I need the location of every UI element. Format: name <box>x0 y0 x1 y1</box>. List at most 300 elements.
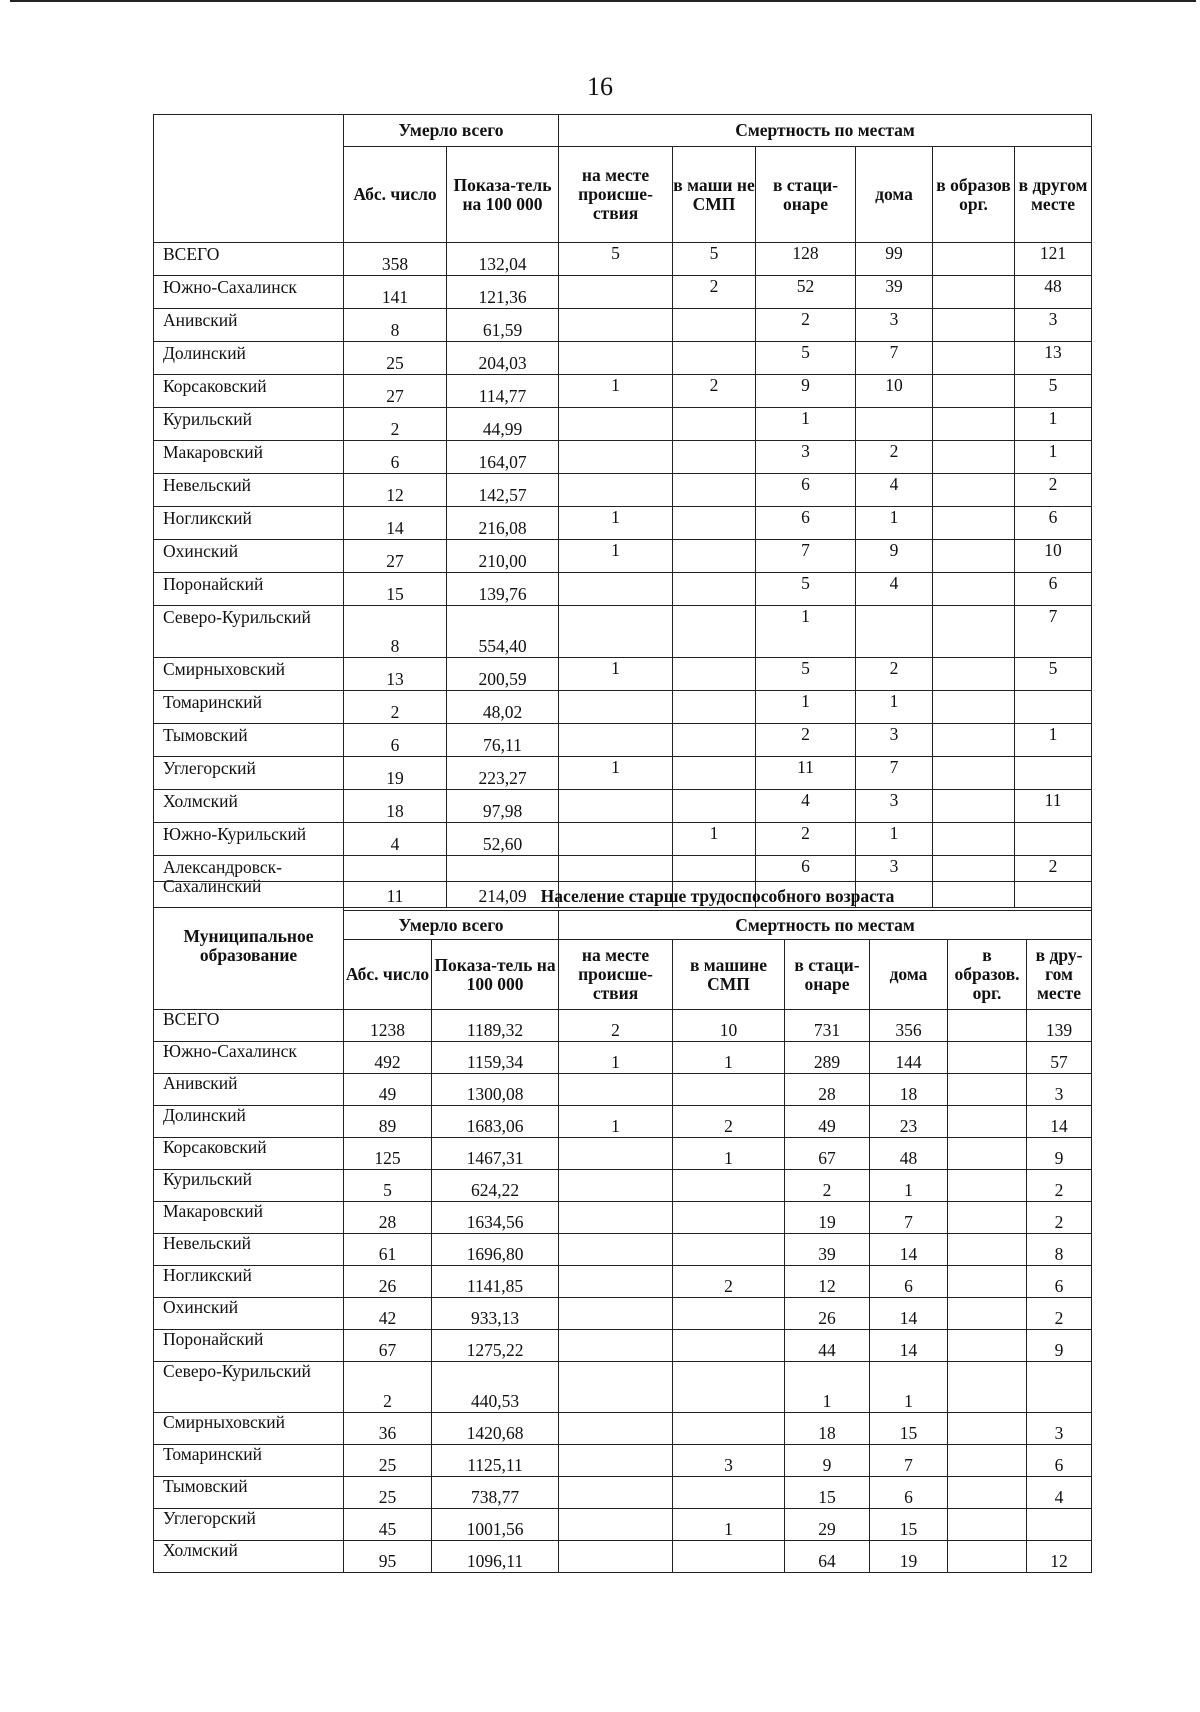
cell-abs-number: 19 <box>344 757 447 790</box>
cell-rate-per-100000: 210,00 <box>447 540 559 573</box>
municipality-name: Курильский <box>154 408 344 441</box>
cell-at-home: 3 <box>856 790 933 823</box>
cell-abs-number: 125 <box>344 1138 432 1170</box>
cell-in-educational-org <box>948 1010 1027 1042</box>
cell-in-educational-org <box>933 691 1015 724</box>
municipality-name: Тымовский <box>154 724 344 757</box>
table-row <box>154 691 1092 724</box>
municipality-name: Корсаковский <box>154 375 344 408</box>
cell-in-educational-org <box>948 1042 1027 1074</box>
cell-rate-per-100000: 214,09 <box>447 856 559 908</box>
table-row <box>154 342 1092 375</box>
table-row <box>154 1138 1092 1170</box>
cell-other-place: 1 <box>1015 724 1092 757</box>
cell-at-home: 7 <box>870 1445 948 1477</box>
cell-at-home: 4 <box>856 573 933 606</box>
cell-rate-per-100000: 933,13 <box>432 1298 559 1330</box>
cell-other-place: 2 <box>1015 856 1092 908</box>
header-population: Население старше трудоспособного возраста <box>344 882 1092 911</box>
cell-at-home: 14 <box>870 1298 948 1330</box>
cell-in-ambulance <box>673 1170 785 1202</box>
cell-abs-number: 25 <box>344 1445 432 1477</box>
cell-in-hospital: 44 <box>785 1330 870 1362</box>
table-row <box>154 823 1092 856</box>
cell-at-home <box>856 408 933 441</box>
municipality-name: Долинский <box>154 1106 344 1138</box>
cell-other-place: 12 <box>1027 1541 1092 1573</box>
cell-in-educational-org <box>933 540 1015 573</box>
cell-at-home: 3 <box>856 856 933 908</box>
cell-abs-number: 49 <box>344 1074 432 1106</box>
municipality-name: Долинский <box>154 342 344 375</box>
cell-in-educational-org <box>933 375 1015 408</box>
table-row <box>154 474 1092 507</box>
municipality-name: Углегорский <box>154 757 344 790</box>
cell-at-scene <box>559 823 673 856</box>
cell-in-educational-org <box>948 1362 1027 1413</box>
table-row <box>154 1413 1092 1445</box>
column-header-other-place: в другом месте <box>1015 147 1092 243</box>
cell-in-hospital: 6 <box>756 507 856 540</box>
municipality-name: Макаровский <box>154 441 344 474</box>
header-died-total: Умерло всего <box>344 115 559 147</box>
cell-rate-per-100000: 440,53 <box>432 1362 559 1413</box>
cell-in-ambulance <box>673 724 756 757</box>
cell-other-place: 4 <box>1027 1477 1092 1509</box>
column-header-in-ambulance: в маши не СМП <box>673 147 756 243</box>
column-header-other-place: в дру-гом месте <box>1027 940 1092 1010</box>
cell-rate-per-100000: 1275,22 <box>432 1330 559 1362</box>
cell-at-home: 6 <box>870 1477 948 1509</box>
cell-in-ambulance <box>673 1477 785 1509</box>
page-top-border <box>10 0 1196 2</box>
cell-abs-number: 11 <box>344 856 447 908</box>
cell-at-scene <box>559 1413 673 1445</box>
cell-rate-per-100000: 1159,34 <box>432 1042 559 1074</box>
cell-in-ambulance <box>673 1330 785 1362</box>
cell-at-scene <box>559 1074 673 1106</box>
cell-at-home: 6 <box>870 1266 948 1298</box>
cell-in-educational-org <box>948 1298 1027 1330</box>
cell-in-hospital: 26 <box>785 1298 870 1330</box>
cell-in-hospital: 7 <box>756 540 856 573</box>
municipality-name: Южно-Сахалинск <box>154 276 344 309</box>
cell-abs-number: 2 <box>344 1362 432 1413</box>
cell-in-hospital: 64 <box>785 1541 870 1573</box>
cell-rate-per-100000: 738,77 <box>432 1477 559 1509</box>
cell-rate-per-100000: 624,22 <box>432 1170 559 1202</box>
cell-in-ambulance <box>673 507 756 540</box>
cell-in-hospital: 5 <box>756 658 856 691</box>
cell-in-educational-org <box>933 790 1015 823</box>
header-died-total: Умерло всего <box>344 911 559 940</box>
cell-in-educational-org <box>948 1106 1027 1138</box>
municipality-name: Анивский <box>154 309 344 342</box>
cell-in-ambulance <box>673 790 756 823</box>
table-row <box>154 1234 1092 1266</box>
cell-in-ambulance <box>673 1298 785 1330</box>
cell-rate-per-100000: 121,36 <box>447 276 559 309</box>
cell-other-place <box>1027 1362 1092 1413</box>
municipality-name: Томаринский <box>154 1445 344 1477</box>
cell-in-hospital: 1 <box>785 1362 870 1413</box>
municipality-name: Томаринский <box>154 691 344 724</box>
cell-other-place: 2 <box>1027 1170 1092 1202</box>
cell-at-scene: 1 <box>559 757 673 790</box>
cell-at-scene <box>559 1362 673 1413</box>
cell-in-educational-org <box>948 1477 1027 1509</box>
table-row <box>154 441 1092 474</box>
cell-in-educational-org <box>933 342 1015 375</box>
cell-in-hospital: 4 <box>756 790 856 823</box>
cell-at-scene <box>559 1445 673 1477</box>
cell-rate-per-100000: 1096,11 <box>432 1541 559 1573</box>
cell-abs-number: 2 <box>344 408 447 441</box>
cell-at-home: 15 <box>870 1413 948 1445</box>
header-municipality: Муниципальное образование <box>154 882 344 1010</box>
cell-at-scene <box>559 276 673 309</box>
cell-other-place: 2 <box>1015 474 1092 507</box>
cell-in-hospital: 2 <box>785 1170 870 1202</box>
cell-at-scene <box>559 1541 673 1573</box>
table-row <box>154 540 1092 573</box>
table-row <box>154 1298 1092 1330</box>
cell-in-hospital: 52 <box>756 276 856 309</box>
cell-at-home: 1 <box>856 823 933 856</box>
table-row <box>154 276 1092 309</box>
table-row <box>154 309 1092 342</box>
cell-in-ambulance <box>673 606 756 658</box>
table-row <box>154 724 1092 757</box>
municipality-name: Александровск-Сахалинский <box>154 856 344 908</box>
cell-in-educational-org <box>948 1202 1027 1234</box>
cell-at-home: 48 <box>870 1138 948 1170</box>
cell-at-home: 23 <box>870 1106 948 1138</box>
cell-other-place <box>1027 1509 1092 1541</box>
cell-in-hospital: 128 <box>756 243 856 276</box>
cell-at-scene <box>559 1330 673 1362</box>
table-row <box>154 1074 1092 1106</box>
table-row <box>154 1330 1092 1362</box>
municipality-name: ВСЕГО <box>154 1010 344 1042</box>
column-header-in-hospital: в стаци-онаре <box>785 940 870 1010</box>
cell-rate-per-100000: 1001,56 <box>432 1509 559 1541</box>
cell-in-educational-org <box>948 1170 1027 1202</box>
cell-other-place: 6 <box>1027 1266 1092 1298</box>
cell-abs-number: 8 <box>344 606 447 658</box>
cell-in-ambulance: 2 <box>673 1106 785 1138</box>
cell-in-hospital: 2 <box>756 823 856 856</box>
cell-other-place <box>1015 823 1092 856</box>
cell-in-hospital: 5 <box>756 342 856 375</box>
cell-rate-per-100000: 1683,06 <box>432 1106 559 1138</box>
cell-at-home: 1 <box>870 1170 948 1202</box>
cell-at-scene <box>559 1298 673 1330</box>
cell-at-home: 39 <box>856 276 933 309</box>
cell-abs-number: 12 <box>344 474 447 507</box>
cell-at-home: 3 <box>856 724 933 757</box>
cell-abs-number: 27 <box>344 540 447 573</box>
table-row <box>154 1202 1092 1234</box>
cell-in-ambulance: 1 <box>673 1509 785 1541</box>
cell-in-educational-org <box>948 1266 1027 1298</box>
cell-at-home: 1 <box>856 691 933 724</box>
cell-in-educational-org <box>933 474 1015 507</box>
cell-abs-number: 141 <box>344 276 447 309</box>
cell-abs-number: 25 <box>344 342 447 375</box>
cell-at-scene <box>559 1509 673 1541</box>
municipality-name: Смирныховский <box>154 1413 344 1445</box>
cell-other-place: 3 <box>1015 309 1092 342</box>
cell-in-ambulance <box>673 1362 785 1413</box>
municipality-name: Холмский <box>154 790 344 823</box>
cell-at-scene <box>559 408 673 441</box>
cell-at-home: 3 <box>856 309 933 342</box>
cell-at-scene <box>559 724 673 757</box>
cell-at-scene <box>559 1234 673 1266</box>
municipality-name: Тымовский <box>154 1477 344 1509</box>
cell-abs-number: 5 <box>344 1170 432 1202</box>
cell-at-scene: 1 <box>559 658 673 691</box>
cell-at-home: 356 <box>870 1010 948 1042</box>
cell-other-place: 1 <box>1015 408 1092 441</box>
cell-at-scene <box>559 790 673 823</box>
cell-in-educational-org <box>933 243 1015 276</box>
cell-other-place: 9 <box>1027 1138 1092 1170</box>
cell-abs-number: 28 <box>344 1202 432 1234</box>
table-row <box>154 573 1092 606</box>
cell-in-hospital: 1 <box>756 606 856 658</box>
cell-in-educational-org <box>933 724 1015 757</box>
cell-abs-number: 67 <box>344 1330 432 1362</box>
cell-in-hospital: 29 <box>785 1509 870 1541</box>
cell-at-scene <box>559 573 673 606</box>
cell-in-hospital: 67 <box>785 1138 870 1170</box>
cell-at-home: 144 <box>870 1042 948 1074</box>
cell-in-ambulance <box>673 474 756 507</box>
cell-rate-per-100000: 52,60 <box>447 823 559 856</box>
municipality-name: Поронайский <box>154 573 344 606</box>
cell-other-place: 11 <box>1015 790 1092 823</box>
header-mortality-by-place: Смертность по местам <box>559 911 1092 940</box>
cell-other-place: 14 <box>1027 1106 1092 1138</box>
cell-abs-number: 36 <box>344 1413 432 1445</box>
cell-abs-number: 492 <box>344 1042 432 1074</box>
cell-at-scene <box>559 1477 673 1509</box>
municipality-name: Южно-Курильский <box>154 823 344 856</box>
cell-other-place: 6 <box>1015 573 1092 606</box>
table-row <box>154 1362 1092 1413</box>
cell-in-ambulance <box>673 1074 785 1106</box>
cell-in-ambulance <box>673 691 756 724</box>
cell-in-educational-org <box>948 1445 1027 1477</box>
cell-in-educational-org <box>948 1509 1027 1541</box>
table-row <box>154 375 1092 408</box>
cell-in-ambulance: 10 <box>673 1010 785 1042</box>
cell-abs-number: 42 <box>344 1298 432 1330</box>
cell-in-hospital: 39 <box>785 1234 870 1266</box>
cell-at-home: 1 <box>870 1362 948 1413</box>
cell-rate-per-100000: 223,27 <box>447 757 559 790</box>
page-number: 16 <box>587 72 613 101</box>
cell-rate-per-100000: 142,57 <box>447 474 559 507</box>
cell-in-hospital: 289 <box>785 1042 870 1074</box>
cell-rate-per-100000: 76,11 <box>447 724 559 757</box>
municipality-name: Макаровский <box>154 1202 344 1234</box>
column-header-at-home: дома <box>856 147 933 243</box>
cell-other-place: 3 <box>1027 1413 1092 1445</box>
table-row <box>154 507 1092 540</box>
cell-at-scene: 1 <box>559 540 673 573</box>
column-header-in-ambulance: в машине СМП <box>673 940 785 1010</box>
cell-rate-per-100000: 1420,68 <box>432 1413 559 1445</box>
cell-rate-per-100000: 114,77 <box>447 375 559 408</box>
cell-at-home: 14 <box>870 1234 948 1266</box>
cell-in-ambulance: 3 <box>673 1445 785 1477</box>
cell-in-hospital: 2 <box>756 724 856 757</box>
cell-in-hospital: 1 <box>756 408 856 441</box>
cell-in-ambulance: 5 <box>673 243 756 276</box>
cell-in-educational-org <box>948 1541 1027 1573</box>
cell-other-place: 57 <box>1027 1042 1092 1074</box>
municipality-name: Анивский <box>154 1074 344 1106</box>
cell-at-home: 18 <box>870 1074 948 1106</box>
cell-in-ambulance <box>673 1541 785 1573</box>
cell-at-scene: 1 <box>559 507 673 540</box>
cell-in-educational-org <box>933 441 1015 474</box>
column-header-abs-number: Абс. число <box>344 147 447 243</box>
cell-at-scene <box>559 1266 673 1298</box>
cell-in-educational-org <box>933 408 1015 441</box>
cell-at-scene <box>559 441 673 474</box>
cell-at-scene <box>559 1170 673 1202</box>
cell-in-ambulance <box>673 309 756 342</box>
cell-in-ambulance <box>673 1202 785 1234</box>
column-header-at-scene: на месте происше-ствия <box>559 147 673 243</box>
cell-rate-per-100000: 132,04 <box>447 243 559 276</box>
municipality-name: Охинский <box>154 540 344 573</box>
cell-rate-per-100000: 1467,31 <box>432 1138 559 1170</box>
column-header-abs-number: Абс. число <box>344 940 432 1010</box>
cell-at-home: 2 <box>856 658 933 691</box>
cell-abs-number: 2 <box>344 691 447 724</box>
cell-abs-number: 6 <box>344 724 447 757</box>
cell-at-scene: 5 <box>559 243 673 276</box>
cell-in-educational-org <box>948 1074 1027 1106</box>
cell-at-home: 99 <box>856 243 933 276</box>
cell-other-place: 2 <box>1027 1298 1092 1330</box>
cell-in-hospital: 5 <box>756 573 856 606</box>
cell-in-ambulance <box>673 1234 785 1266</box>
municipality-name: Ногликский <box>154 507 344 540</box>
cell-abs-number: 1238 <box>344 1010 432 1042</box>
cell-other-place: 5 <box>1015 658 1092 691</box>
cell-rate-per-100000: 1125,11 <box>432 1445 559 1477</box>
column-header-in-educational-org: в образов. орг. <box>948 940 1027 1010</box>
cell-in-educational-org <box>933 606 1015 658</box>
cell-in-hospital: 49 <box>785 1106 870 1138</box>
cell-other-place: 139 <box>1027 1010 1092 1042</box>
cell-at-scene: 1 <box>559 1042 673 1074</box>
cell-in-educational-org <box>948 1330 1027 1362</box>
table-row <box>154 1266 1092 1298</box>
cell-at-scene: 1 <box>559 375 673 408</box>
cell-other-place: 121 <box>1015 243 1092 276</box>
cell-other-place: 9 <box>1027 1330 1092 1362</box>
table-row <box>154 606 1092 658</box>
cell-abs-number: 61 <box>344 1234 432 1266</box>
cell-abs-number: 89 <box>344 1106 432 1138</box>
cell-other-place: 13 <box>1015 342 1092 375</box>
cell-at-home: 15 <box>870 1509 948 1541</box>
cell-in-educational-org <box>933 276 1015 309</box>
cell-other-place: 48 <box>1015 276 1092 309</box>
cell-in-ambulance <box>673 408 756 441</box>
municipality-name: Холмский <box>154 1541 344 1573</box>
municipality-name: Южно-Сахалинск <box>154 1042 344 1074</box>
municipality-name: ВСЕГО <box>154 243 344 276</box>
table-row <box>154 1106 1092 1138</box>
cell-at-home: 1 <box>856 507 933 540</box>
cell-in-hospital: 6 <box>756 856 856 908</box>
cell-in-ambulance: 1 <box>673 1138 785 1170</box>
cell-other-place: 10 <box>1015 540 1092 573</box>
table-row <box>154 1042 1092 1074</box>
table-row <box>154 1509 1092 1541</box>
municipality-name: Невельский <box>154 474 344 507</box>
cell-in-ambulance <box>673 658 756 691</box>
cell-in-ambulance <box>673 441 756 474</box>
cell-at-scene: 2 <box>559 1010 673 1042</box>
header-mortality-by-place: Смертность по местам <box>559 115 1092 147</box>
cell-at-scene <box>559 606 673 658</box>
cell-abs-number: 4 <box>344 823 447 856</box>
cell-abs-number: 25 <box>344 1477 432 1509</box>
cell-other-place <box>1015 757 1092 790</box>
cell-rate-per-100000: 1300,08 <box>432 1074 559 1106</box>
column-header-rate-per-100000: Показа-тель на 100 000 <box>447 147 559 243</box>
cell-at-home: 7 <box>856 342 933 375</box>
column-header-in-educational-org: в образов орг. <box>933 147 1015 243</box>
table-row <box>154 1445 1092 1477</box>
cell-in-ambulance <box>673 573 756 606</box>
cell-abs-number: 27 <box>344 375 447 408</box>
municipality-name: Смирныховский <box>154 658 344 691</box>
table-row <box>154 658 1092 691</box>
municipality-name: Ногликский <box>154 1266 344 1298</box>
cell-other-place: 7 <box>1015 606 1092 658</box>
cell-rate-per-100000: 1634,56 <box>432 1202 559 1234</box>
cell-in-hospital: 11 <box>756 757 856 790</box>
cell-at-scene <box>559 1202 673 1234</box>
cell-in-educational-org <box>933 757 1015 790</box>
table-row <box>154 790 1092 823</box>
cell-in-hospital: 3 <box>756 441 856 474</box>
cell-rate-per-100000: 1696,80 <box>432 1234 559 1266</box>
cell-rate-per-100000: 164,07 <box>447 441 559 474</box>
cell-rate-per-100000: 139,76 <box>447 573 559 606</box>
cell-in-hospital: 12 <box>785 1266 870 1298</box>
cell-rate-per-100000: 1141,85 <box>432 1266 559 1298</box>
table-row <box>154 757 1092 790</box>
municipality-name: Невельский <box>154 1234 344 1266</box>
cell-other-place: 6 <box>1015 507 1092 540</box>
column-header-at-scene: на месте происше-ствия <box>559 940 673 1010</box>
cell-abs-number: 8 <box>344 309 447 342</box>
cell-in-educational-org <box>948 1234 1027 1266</box>
table-row <box>154 1477 1092 1509</box>
cell-at-home: 7 <box>870 1202 948 1234</box>
